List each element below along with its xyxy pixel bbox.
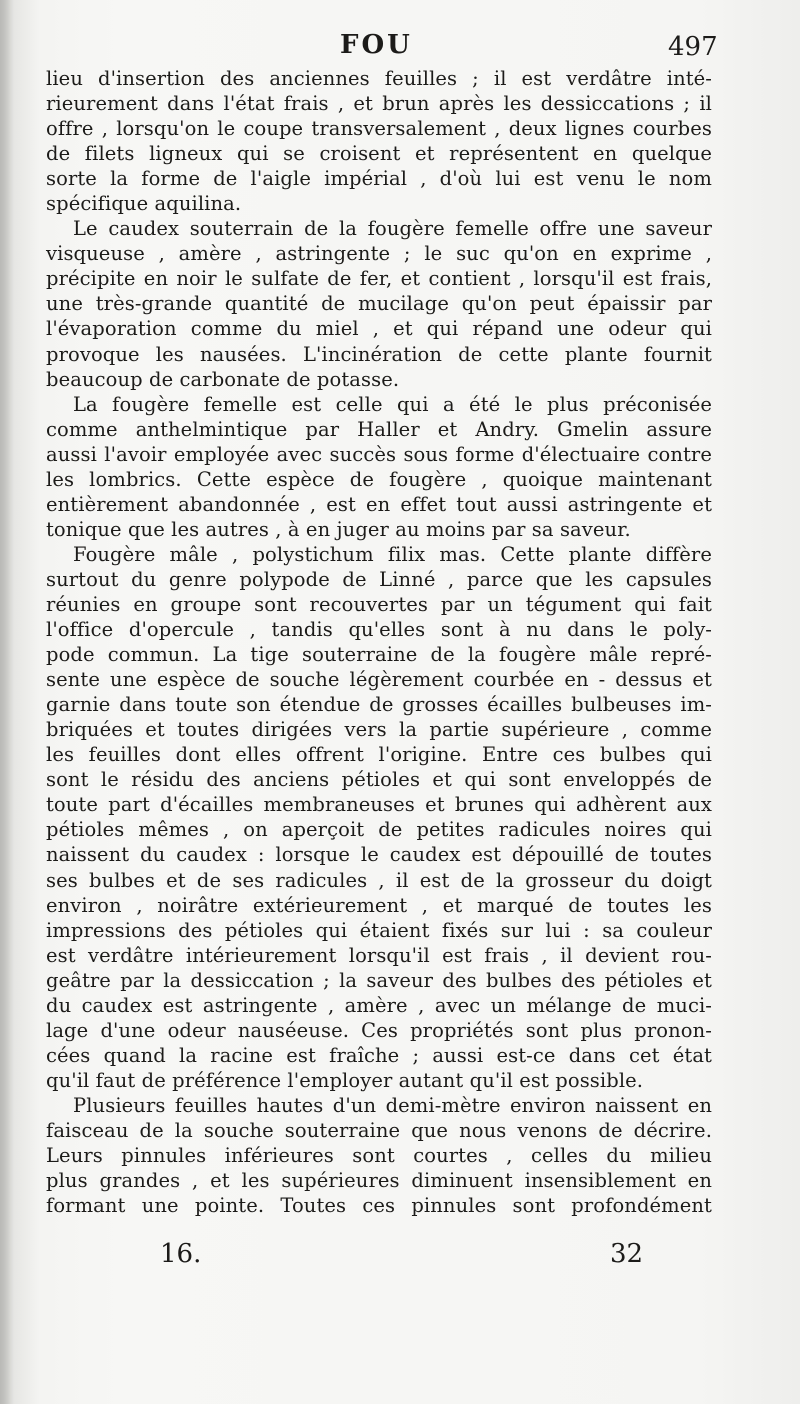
text-line: entièrement abandonnée , est en effet tout aussi astringente et [46, 492, 712, 516]
signature-mark: 16. [160, 1239, 202, 1269]
text-line: du caudex est astringente , amère , avec un mélange de muci- [46, 993, 712, 1017]
text-line: provoque les nausées. L'incinération de cette plante fournit [46, 342, 712, 366]
text-line: naissent du caudex : lorsque le caudex est dépouillé de toutes [46, 843, 712, 867]
text-line: Le caudex souterrain de la fougère femelle offre une saveur [73, 217, 712, 241]
text-line: les feuilles dont elles offrent l'origine. Entre ces bulbes qui [46, 743, 712, 767]
text-line: est verdâtre intérieurement lorsqu'il est frais , il devient rou- [46, 943, 712, 967]
text-line: ses bulbes et de ses radicules , il est de la grosseur du doigt [46, 868, 712, 892]
text-line: spécifique aquilina. [46, 192, 242, 216]
text-line: pode commun. La tige souterraine de la fougère mâle repré- [46, 643, 712, 667]
text-line: Leurs pinnules inférieures sont courtes , celles du milieu [46, 1144, 712, 1168]
text-line: de filets ligneux qui se croisent et représentent en quelque [46, 142, 712, 166]
text-line: lieu d'insertion des anciennes feuilles ; il est verdâtre inté- [46, 67, 712, 90]
text-line: beaucoup de carbonate de potasse. [46, 367, 400, 391]
text-line: rieurement dans l'état frais , et brun après les dessiccations ; il [46, 92, 712, 116]
text-line: plus grandes , et les supérieures diminuent insensiblement en [46, 1169, 712, 1193]
text-line: sont le résidu des anciens pétioles et qui sont enveloppés de [46, 768, 712, 792]
text-line: offre , lorsqu'on le coupe transversalement , deux lignes courbes [46, 117, 712, 141]
text-line: réunies en groupe sont recouvertes par un tégument qui fait [46, 592, 712, 616]
text-line: qu'il faut de préférence l'employer autant qu'il est possible. [46, 1068, 644, 1092]
sheet-number: 32 [610, 1239, 644, 1269]
text-line: garnie dans toute son étendue de grosses écailles bulbeuses im- [46, 693, 712, 717]
text-line: formant une pointe. Toutes ces pinnules sont profondément [46, 1194, 712, 1218]
text-line: aussi l'avoir employée avec succès sous forme d'électuaire contre [46, 442, 712, 466]
text-line: visqueuse , amère , astringente ; le suc qu'on en exprime , [46, 242, 712, 266]
text-line: cées quand la racine est fraîche ; aussi est-ce dans cet état [46, 1043, 712, 1067]
page-number: 497 [668, 32, 718, 62]
text-line: environ , noirâtre extérieurement , et marqué de toutes les [46, 893, 712, 917]
text-line: Fougère mâle , polystichum filix mas. Cette plante diffère [73, 542, 712, 566]
text-line: toute part d'écailles membraneuses et brunes qui adhèrent aux [46, 793, 712, 817]
text-line: tonique que les autres , à en juger au moins par sa saveur. [46, 517, 631, 541]
text-line: l'évaporation comme du miel , et qui répand une odeur qui [46, 317, 712, 341]
text-line: comme anthelmintique par Haller et Andry. Gmelin assure [46, 417, 712, 441]
text-line: précipite en noir le sulfate de fer, et contient , lorsqu'il est frais, [46, 267, 712, 291]
body-text [46, 66, 712, 1218]
text-line: surtout du genre polypode de Linné , parce que les capsules [46, 567, 712, 591]
text-line: faisceau de la souche souterraine que nous venons de décrire. [46, 1118, 712, 1142]
text-line: impressions des pétioles qui étaient fixés sur lui : sa couleur [46, 918, 712, 942]
text-line: sente une espèce de souche légèrement courbée en - dessus et [46, 668, 712, 692]
text-line: briquées et toutes dirigées vers la partie supérieure , comme [46, 718, 712, 742]
running-head: FOU [340, 30, 413, 60]
text-line: La fougère femelle est celle qui a été le plus préconisée [73, 392, 712, 416]
text-line: l'office d'opercule , tandis qu'elles sont à nu dans le poly- [46, 618, 712, 642]
text-line: sorte la forme de l'aigle impérial , d'où lui est venu le nom [46, 167, 712, 191]
text-line: geâtre par la dessiccation ; la saveur des bulbes des pétioles et [46, 968, 712, 992]
text-line: Plusieurs feuilles hautes d'un demi-mètre environ naissent en [73, 1093, 712, 1117]
text-line: les lombrics. Cette espèce de fougère , quoique maintenant [46, 467, 712, 491]
text-line: pétioles mêmes , on aperçoit de petites radicules noires qui [46, 818, 712, 842]
page-edge-shadow [0, 0, 14, 1404]
text-line: une très-grande quantité de mucilage qu'on peut épaissir par [46, 292, 712, 316]
text-line: lage d'une odeur nauséeuse. Ces propriétés sont plus pronon- [46, 1018, 712, 1042]
